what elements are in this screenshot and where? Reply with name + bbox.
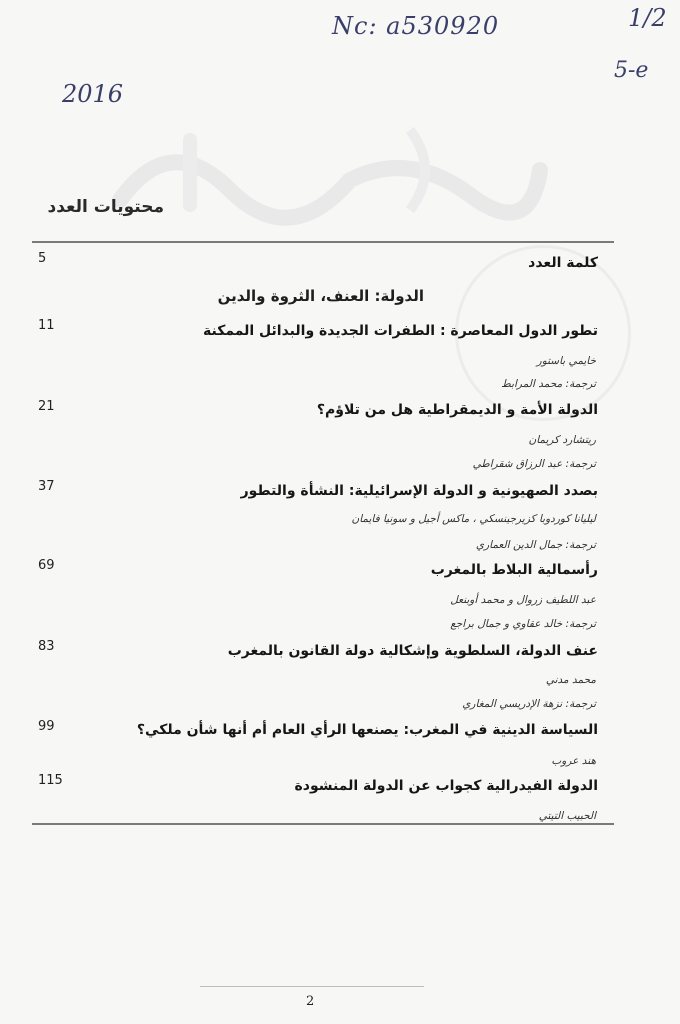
entry-page-number: 83	[38, 639, 55, 654]
watermark-logo	[110, 110, 550, 230]
entry-page-number: 11	[38, 318, 55, 333]
entry-translator: ترجمة: نزهة الإدريسي المغاري	[462, 698, 596, 710]
entry-title: عنف الدولة، السلطوية وإشكالية دولة القانون بالمغرب	[227, 643, 598, 659]
entry-page-number: 37	[38, 479, 55, 494]
entry-page-number: 99	[38, 719, 55, 734]
toc-heading: محتويات العدد	[47, 197, 164, 217]
entry-author: ريتشارد كريمان	[528, 434, 596, 446]
entry-author: ليليانا كوردوبا كزيرجينسكي ، ماكس أجيل و سونيا فايمان	[351, 513, 596, 525]
entry-page-number: 69	[38, 558, 55, 573]
handwritten-year: 2016	[62, 80, 124, 108]
handwritten-fraction: 1/2	[628, 4, 667, 32]
entry-title: تطور الدول المعاصرة : الطفرات الجديدة والبدائل الممكنة	[202, 323, 598, 339]
entry-title: الدولة الفيدرالية كجواب عن الدولة المنشودة	[294, 778, 598, 794]
entry-translator: ترجمة: جمال الدين العماري	[475, 539, 596, 551]
entry-author: عبد اللطيف زروال و محمد أوبنعل	[450, 594, 596, 606]
entry-page-number: 115	[38, 773, 63, 788]
handwritten-code: 5-e	[614, 58, 649, 83]
entry-author: هند عروب	[551, 755, 596, 767]
entry-author: الحبيب التيتي	[538, 810, 596, 822]
entry-title: بصدد الصهيونية و الدولة الإسرائيلية: النشأة والتطور	[240, 483, 598, 499]
entry-page-number: 5	[38, 251, 47, 266]
footer-rule	[200, 986, 424, 987]
section-heading: الدولة: العنف، الثروة والدين	[217, 287, 424, 305]
entry-title: كلمة العدد	[528, 255, 598, 271]
top-rule	[32, 241, 614, 243]
bottom-rule	[32, 823, 614, 825]
footer-page-number: 2	[306, 994, 315, 1009]
entry-translator: ترجمة: محمد المرابط	[501, 378, 596, 390]
handwritten-reference: Nc: a530920	[332, 12, 500, 40]
entry-title: السياسة الدينية في المغرب: يصنعها الرأي العام أم أنها شأن ملكي؟	[136, 722, 598, 738]
entry-title: رأسمالية البلاط بالمغرب	[430, 562, 598, 578]
entry-author: خايمي باستور	[536, 355, 596, 367]
entry-translator: ترجمة: خالد عقاوي و جمال براجع	[450, 618, 596, 630]
entry-page-number: 21	[38, 399, 55, 414]
entry-translator: ترجمة: عبد الرزاق شقراطي	[472, 458, 596, 470]
entry-title: الدولة الأمة و الديمقراطية هل من تلاؤم؟	[316, 402, 598, 418]
entry-author: محمد مدني	[545, 674, 596, 686]
